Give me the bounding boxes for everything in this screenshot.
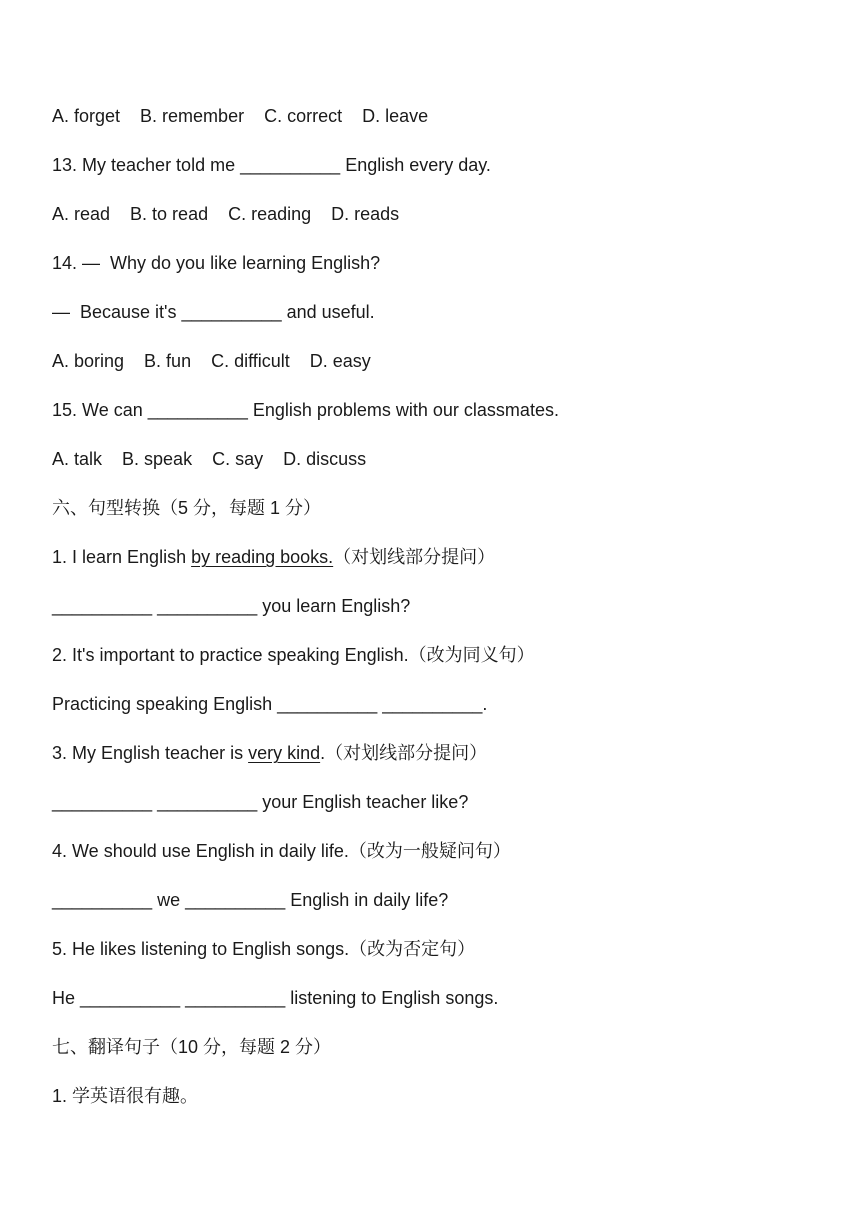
s6-q1-underlined: by reading books.	[191, 547, 334, 567]
s6-q2-answer: Practicing speaking English __________ __________.	[52, 694, 488, 714]
q13-options: A. read B. to read C. reading D. reads	[52, 204, 400, 224]
q15-options: A. talk B. speak C. say D. discuss	[52, 449, 367, 469]
s6-q5-answer: He __________ __________ listening to English songs.	[52, 988, 499, 1008]
s6-q1-prompt	[52, 545, 495, 569]
q13-question: 13. My teacher told me __________ English every day.	[52, 155, 491, 175]
section-6-heading: 六、句型转换（5 分，每题 1 分）	[52, 498, 322, 518]
s6-q1-answer: __________ __________ you learn English?	[52, 596, 411, 616]
q14-question: 14. — Why do you like learning English?	[52, 253, 381, 273]
q14-options: A. boring B. fun C. difficult D. easy	[52, 351, 371, 371]
s6-q3-underlined: very kind	[248, 743, 321, 763]
s7-q1-prompt: 1. 学英语很有趣。	[52, 1086, 199, 1106]
s6-q4-answer: __________ we __________ English in daily life?	[52, 890, 449, 910]
s6-q5-prompt: 5. He likes listening to English songs.（改为否定句）	[52, 939, 476, 959]
q14-response: — Because it's __________ and useful.	[52, 302, 375, 322]
s6-q2-prompt: 2. It's important to practice speaking English.（改为同义句）	[52, 645, 535, 665]
s6-q3-text: 3. My English teacher is	[52, 743, 249, 763]
s6-q1-text: 1. I learn English	[52, 547, 192, 567]
s6-q4-prompt: 4. We should use English in daily life.（改为一般疑问句）	[52, 841, 511, 861]
s6-q3-instruction: .（对划线部分提问）	[320, 743, 488, 763]
section-7-heading: 七、翻译句子（10 分，每题 2 分）	[52, 1037, 332, 1057]
s6-q3-prompt	[52, 741, 487, 765]
q12-options: A. forget B. remember C. correct D. leave	[52, 106, 429, 126]
s6-q3-answer: __________ __________ your English teacher like?	[52, 792, 469, 812]
s6-q1-instruction: （对划线部分提问）	[333, 547, 496, 567]
q15-question: 15. We can __________ English problems with our classmates.	[52, 400, 559, 420]
